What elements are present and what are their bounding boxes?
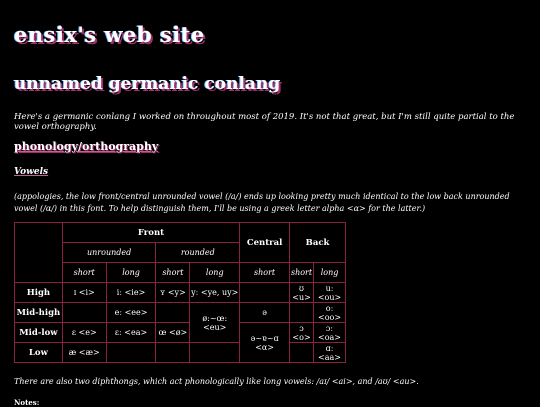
cell: iː <ie> xyxy=(106,283,156,303)
header-short: short xyxy=(290,263,314,283)
intro-paragraph: Here's a germanic conlang I worked on throughout most of 2019. It's not that great, but I'm still quite partial to the vowel orthography. xyxy=(14,112,515,132)
header-back: Back xyxy=(290,223,346,263)
cell xyxy=(106,343,156,363)
cell: ə xyxy=(240,303,290,323)
cell xyxy=(156,343,190,363)
row-label-low: Low xyxy=(15,343,63,363)
cell: ɑː <aa> xyxy=(314,343,346,363)
header-long: long xyxy=(190,263,240,283)
cell: ɛː <ea> xyxy=(106,323,156,343)
site-title: ensix's web site xyxy=(14,22,205,47)
header-rounded: rounded xyxy=(156,243,240,263)
cell: ə~ɐ~ɑ <α> xyxy=(240,323,290,363)
table-row xyxy=(15,323,346,343)
cell xyxy=(240,283,290,303)
diphthong-paragraph: There are also two diphthongs, which act phonologically like long vowels: /aɪ/ <ai>, and /aʊ/ <au>. xyxy=(14,377,419,386)
header-front: Front xyxy=(62,223,239,243)
row-label-midhigh: Mid-high xyxy=(15,303,63,323)
cell: ɪ <i> xyxy=(62,283,106,303)
page-title: unnamed germanic conlang xyxy=(14,74,281,94)
cell xyxy=(156,303,190,323)
cell xyxy=(290,343,314,363)
header-unrounded: unrounded xyxy=(62,243,156,263)
table-corner-cell xyxy=(15,223,63,283)
header-central: Central xyxy=(240,223,290,263)
table-row xyxy=(15,283,346,303)
cell: uː <ou> xyxy=(314,283,346,303)
table-row xyxy=(15,303,346,323)
cell: oː <oo> xyxy=(314,303,346,323)
vowel-table xyxy=(14,222,346,363)
cell: eː <ee> xyxy=(106,303,156,323)
cell xyxy=(290,303,314,323)
cell: ʏ <y> xyxy=(156,283,190,303)
cell: æ <æ> xyxy=(62,343,106,363)
notes-label: Notes: xyxy=(14,398,40,407)
cell: ɔː <oa> xyxy=(314,323,346,343)
row-label-high: High xyxy=(15,283,63,303)
cell: ɛ <e> xyxy=(62,323,106,343)
table-row xyxy=(15,343,346,363)
cell: ʊ <u> xyxy=(290,283,314,303)
header-short: short xyxy=(62,263,106,283)
row-label-midlow: Mid-low xyxy=(15,323,63,343)
cell: yː <ye, uy> xyxy=(190,283,240,303)
font-note: (appologies, the low front/central unrounded vowel (/a/) ends up looking pretty much identical to the low back unrounded vowel (/ɑ/) in this font. To help distinguish them, I'll be using a greek letter alpha <α> for the latter.) xyxy=(14,192,510,213)
header-short: short xyxy=(156,263,190,283)
cell xyxy=(190,343,240,363)
cell: ø:~œ: <eu> xyxy=(190,303,240,343)
section-heading-phonology: phonology/orthography xyxy=(14,140,159,153)
sub-heading-vowels: Vowels xyxy=(14,167,49,177)
cell: œ <ø> xyxy=(156,323,190,343)
header-short: short xyxy=(240,263,290,283)
cell: ɔ <o> xyxy=(290,323,314,343)
cell xyxy=(62,303,106,323)
header-long: long xyxy=(314,263,346,283)
header-long: long xyxy=(106,263,156,283)
